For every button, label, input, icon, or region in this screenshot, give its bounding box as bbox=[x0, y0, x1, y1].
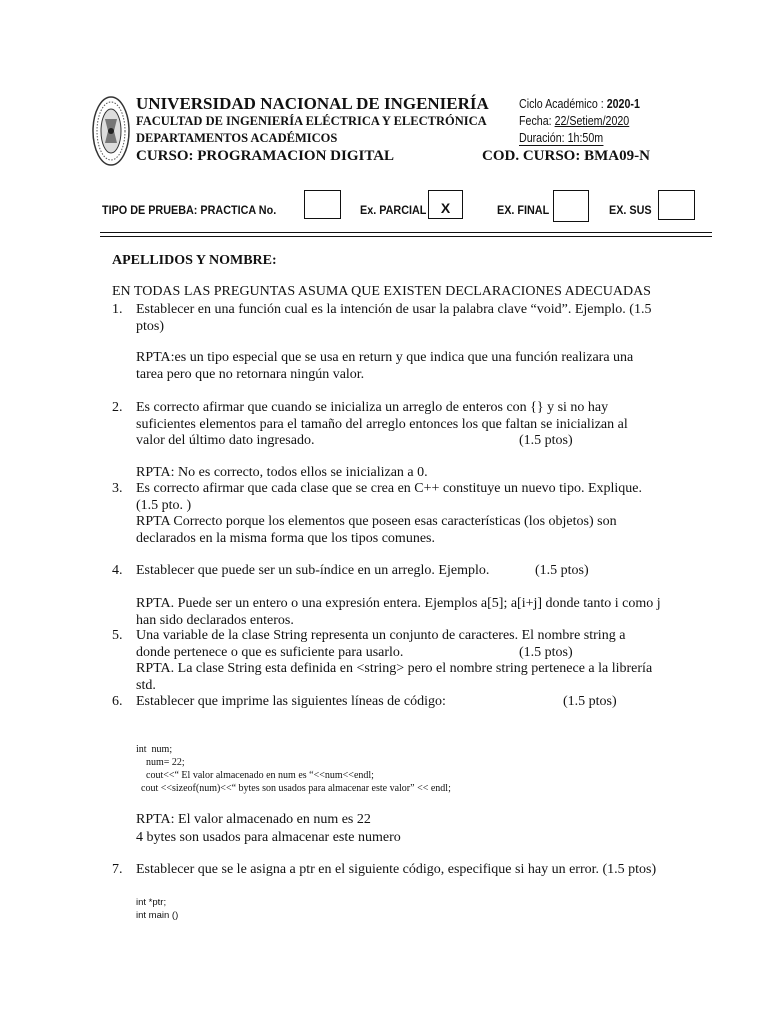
answer-text: RPTA. Puede ser un entero o una expresión entera. Ejemplos a[5]; a[i+j] donde tanto i como j han sido declarados enteros. bbox=[136, 596, 661, 628]
question-number: 6. bbox=[112, 694, 123, 709]
question-text: Establecer en una función cual es la intención de usar la palabra clave “void”. Ejemplo. (1.5 ptos) bbox=[136, 302, 652, 334]
instructions: EN TODAS LAS PREGUNTAS ASUMA QUE EXISTEN DECLARACIONES ADECUADAS bbox=[112, 284, 651, 299]
final-label: EX. FINAL bbox=[497, 203, 550, 217]
parcial-label: Ex. PARCIAL bbox=[360, 203, 427, 217]
course-code: COD. CURSO: BMA09-N bbox=[482, 148, 650, 164]
answer-text-continued: 4 bytes son usados para almacenar este numero bbox=[136, 830, 401, 845]
exam-date bbox=[519, 113, 629, 128]
question-text: Es correcto afirmar que cuando se inicializa un arreglo de enteros con {} y si no hay suficientes elementos para el tamaño del arreglo entonces los que faltan se inicializan al valor del último dato ingresado. bbox=[136, 400, 628, 448]
answer-text: RPTA Correcto porque los elementos que poseen esas características (los objetos) son declarados en la misma forma que los tipos comunes. bbox=[136, 514, 617, 546]
date-label: Fecha: bbox=[519, 113, 552, 128]
exam-duration: Duración: 1h:50m bbox=[519, 130, 604, 145]
parcial-checkbox[interactable] bbox=[428, 190, 463, 219]
department-name: DEPARTAMENTOS ACADÉMICOS bbox=[136, 131, 338, 145]
final-checkbox[interactable] bbox=[553, 190, 589, 222]
question-number: 4. bbox=[112, 563, 123, 578]
code-snippet: int num; num= 22; cout<<“ El valor almacenado en num es “<<num<<endl; cout <<sizeof(num)<<“ bytes son usados para almacenar este valor” << endl; bbox=[136, 744, 451, 794]
answer-text: RPTA. La clase String esta definida en <string> pero el nombre string pertenece a la librería std. bbox=[136, 661, 653, 693]
answer-text: RPTA: No es correcto, todos ellos se inicializan a 0. bbox=[136, 465, 428, 480]
cycle-value: 2020-1 bbox=[606, 96, 640, 111]
faculty-name: FACULTAD DE INGENIERÍA ELÉCTRICA Y ELECTRÓNICA bbox=[136, 114, 487, 128]
question-number: 3. bbox=[112, 481, 123, 496]
practica-checkbox[interactable] bbox=[304, 190, 341, 219]
university-name: UNIVERSIDAD NACIONAL DE INGENIERÍA bbox=[136, 94, 489, 113]
question-number: 1. bbox=[112, 302, 123, 317]
question-number: 7. bbox=[112, 862, 123, 877]
sus-label: EX. SUS bbox=[609, 203, 652, 217]
cycle-label: Ciclo Académico : bbox=[519, 96, 604, 111]
question-points: (1.5 ptos) bbox=[563, 694, 617, 709]
university-seal-icon bbox=[92, 95, 130, 167]
date-value: 22/Setiem/2020 bbox=[554, 113, 630, 128]
code-snippet: int *ptr; int main () bbox=[136, 897, 179, 921]
divider-bottom bbox=[100, 236, 712, 237]
parcial-mark: X bbox=[440, 200, 451, 216]
question-text: Establecer que puede ser un sub-índice en un arreglo. Ejemplo. bbox=[136, 563, 490, 578]
question-points: (1.5 ptos) bbox=[535, 563, 589, 578]
sus-checkbox[interactable] bbox=[658, 190, 695, 220]
divider-top bbox=[100, 232, 712, 233]
question-text: Establecer que imprime las siguientes líneas de código: bbox=[136, 694, 446, 709]
test-type-label: TIPO DE PRUEBA: PRACTICA No. bbox=[102, 203, 277, 217]
question-points: (1.5 ptos) bbox=[519, 433, 573, 448]
question-text: Establecer que se le asigna a ptr en el siguiente código, especifique si hay un error. (1.5 ptos) bbox=[136, 862, 657, 877]
student-name-label: APELLIDOS Y NOMBRE: bbox=[112, 253, 277, 268]
answer-text: RPTA:es un tipo especial que se usa en return y que indica que una función realizara una tarea pero que no retornara ningún valor. bbox=[136, 350, 634, 382]
course-name: CURSO: PROGRAMACION DIGITAL bbox=[136, 148, 395, 164]
question-number: 2. bbox=[112, 400, 123, 415]
question-number: 5. bbox=[112, 628, 123, 643]
question-text: Una variable de la clase String representa un conjunto de caracteres. El nombre string a donde pertenece o que es suficiente para usarlo. bbox=[136, 628, 626, 660]
academic-cycle bbox=[519, 96, 640, 111]
question-points: (1.5 ptos) bbox=[519, 645, 573, 660]
answer-text: RPTA: El valor almacenado en num es 22 bbox=[136, 812, 371, 827]
question-text: Es correcto afirmar que cada clase que se crea en C++ constituye un nuevo tipo. Explique. (1.5 pto. ) bbox=[136, 481, 642, 513]
